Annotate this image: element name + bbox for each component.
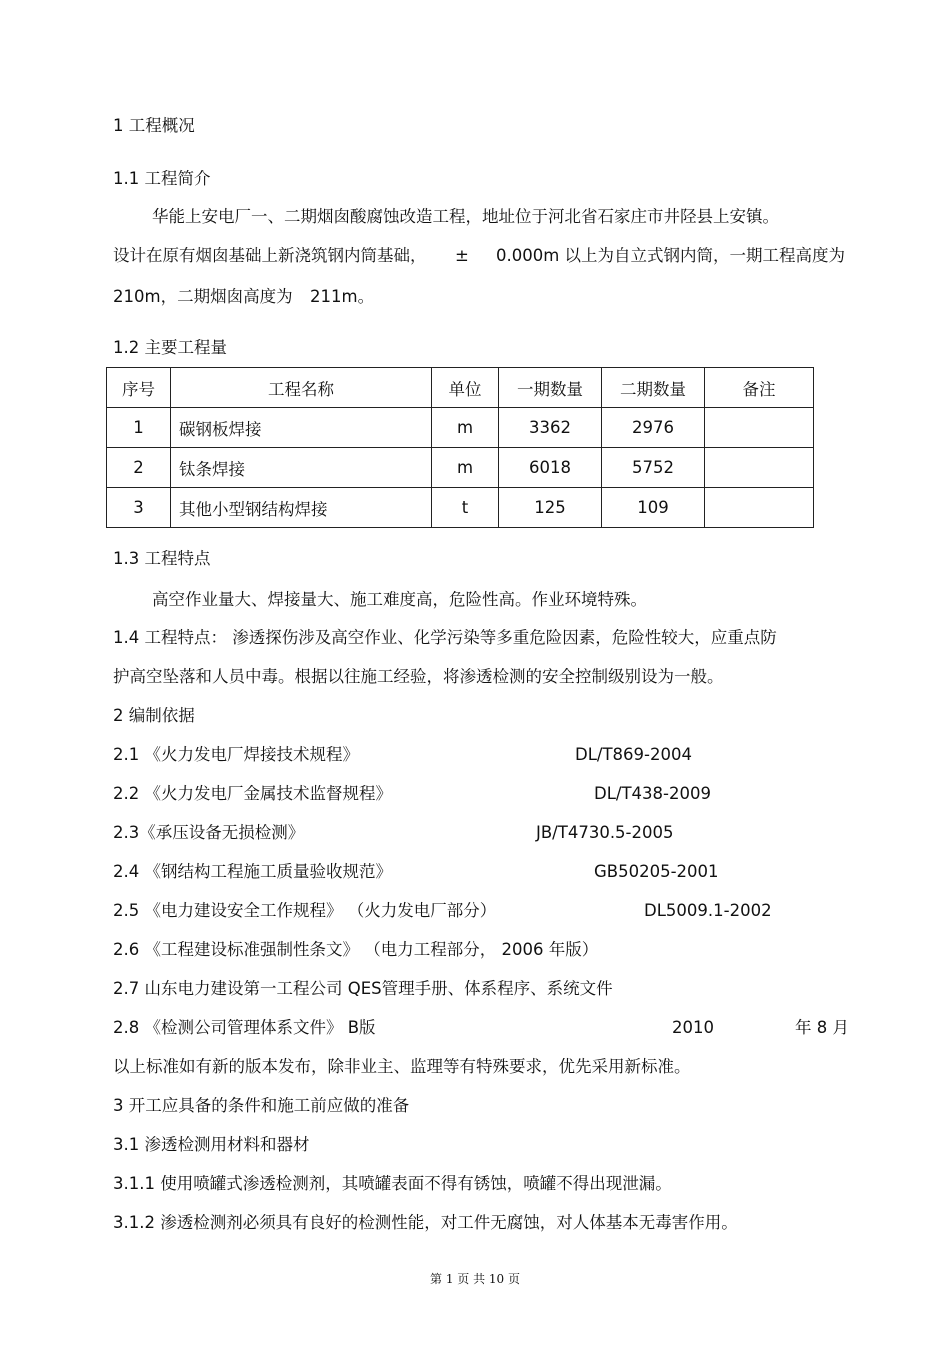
section-1-1-heading: 1.1 工程简介 bbox=[113, 169, 211, 188]
table-cell: 3 bbox=[107, 488, 171, 528]
reference-code: JB/T4730.5-2005 bbox=[536, 823, 674, 842]
section-3-1-1: 3.1.1 使用喷罐式渗透检测剂，其喷罐表面不得有锈蚀，喷罐不得出现泄漏。 bbox=[113, 1174, 672, 1193]
reference-title: 2.5 《电力建设安全工作规程》 （火力发电厂部分） bbox=[113, 901, 497, 920]
table-cell: 125 bbox=[499, 488, 602, 528]
reference-month: 年 8 月 bbox=[795, 1018, 849, 1037]
intro-para-line2b: ± bbox=[455, 246, 469, 265]
section-1-3-heading: 1.3 工程特点 bbox=[113, 549, 211, 568]
table-cell: 钛条焊接 bbox=[171, 448, 432, 488]
reference-code: GB50205-2001 bbox=[594, 862, 719, 881]
table-cell: t bbox=[432, 488, 499, 528]
table-header-cell: 工程名称 bbox=[171, 368, 432, 408]
table-cell bbox=[705, 488, 814, 528]
table-header-row bbox=[107, 368, 814, 408]
reference-title: 2.7 山东电力建设第一工程公司 QES管理手册、体系程序、系统文件 bbox=[113, 979, 613, 998]
reference-title: 2.6 《工程建设标准强制性条文》 （电力工程部分， 2006 年版） bbox=[113, 940, 599, 959]
table-cell: m bbox=[432, 448, 499, 488]
intro-para-line3a: 210m，二期烟囱高度为 bbox=[113, 287, 293, 306]
table-cell: 6018 bbox=[499, 448, 602, 488]
section-1-2-heading: 1.2 主要工程量 bbox=[113, 338, 227, 357]
table-row bbox=[107, 488, 814, 528]
reference-title: 2.8 《检测公司管理体系文件》 B版 bbox=[113, 1018, 376, 1037]
intro-para-line1: 华能上安电厂一、二期烟囱酸腐蚀改造工程，地址位于河北省石家庄市井陉县上安镇。 bbox=[152, 207, 779, 226]
work-quantity-table bbox=[106, 367, 814, 528]
intro-para-line2a: 设计在原有烟囱基础上新浇筑钢内筒基础， bbox=[113, 246, 427, 265]
reference-title: 2.4 《钢结构工程施工质量验收规范》 bbox=[113, 862, 392, 881]
table-row bbox=[107, 448, 814, 488]
table-cell: 109 bbox=[602, 488, 705, 528]
table-header-cell: 备注 bbox=[705, 368, 814, 408]
table-cell: 碳钢板焊接 bbox=[171, 408, 432, 448]
reference-title: 2.2 《火力发电厂金属技术监督规程》 bbox=[113, 784, 392, 803]
page-footer: 第 1 页 共 10 页 bbox=[430, 1272, 520, 1286]
section-3-1-heading: 3.1 渗透检测用材料和器材 bbox=[113, 1135, 310, 1154]
section-2-heading: 2 编制依据 bbox=[113, 706, 195, 725]
table-cell: 2 bbox=[107, 448, 171, 488]
table-header-cell: 一期数量 bbox=[499, 368, 602, 408]
table-cell: 1 bbox=[107, 408, 171, 448]
reference-code: DL/T869-2004 bbox=[575, 745, 692, 764]
reference-code: DL5009.1-2002 bbox=[644, 901, 772, 920]
standards-note: 以上标准如有新的版本发布，除非业主、监理等有特殊要求，优先采用新标准。 bbox=[113, 1057, 691, 1076]
reference-title: 2.3《承压设备无损检测》 bbox=[113, 823, 305, 842]
reference-code: DL/T438-2009 bbox=[594, 784, 711, 803]
section-1-4-line1: 1.4 工程特点： 渗透探伤涉及高空作业、化学污染等多重危险因素，危险性较大，应重点防 bbox=[113, 628, 777, 647]
table-cell: 3362 bbox=[499, 408, 602, 448]
table-header-cell: 序号 bbox=[107, 368, 171, 408]
table-header-cell: 单位 bbox=[432, 368, 499, 408]
intro-para-line3b: 211m。 bbox=[310, 287, 375, 306]
section-3-1-2: 3.1.2 渗透检测剂必须具有良好的检测性能，对工件无腐蚀，对人体基本无毒害作用。 bbox=[113, 1213, 738, 1232]
table-cell bbox=[705, 448, 814, 488]
table-row bbox=[107, 408, 814, 448]
section-3-heading: 3 开工应具备的条件和施工前应做的准备 bbox=[113, 1096, 410, 1115]
table-header-cell: 二期数量 bbox=[602, 368, 705, 408]
reference-year: 2010 bbox=[672, 1018, 714, 1037]
table-cell: 其他小型钢结构焊接 bbox=[171, 488, 432, 528]
intro-para-line2c: 0.000m 以上为自立式钢内筒，一期工程高度为 bbox=[496, 246, 846, 265]
table-cell: 5752 bbox=[602, 448, 705, 488]
table-cell: m bbox=[432, 408, 499, 448]
table-cell: 2976 bbox=[602, 408, 705, 448]
section-1-4-line2: 护高空坠落和人员中毒。根据以往施工经验，将渗透检测的安全控制级别设为一般。 bbox=[113, 667, 724, 686]
table-cell bbox=[705, 408, 814, 448]
features-para: 高空作业量大、焊接量大、施工难度高，危险性高。作业环境特殊。 bbox=[152, 590, 647, 609]
section-1-heading: 1 工程概况 bbox=[113, 116, 195, 135]
reference-title: 2.1 《火力发电厂焊接技术规程》 bbox=[113, 745, 359, 764]
